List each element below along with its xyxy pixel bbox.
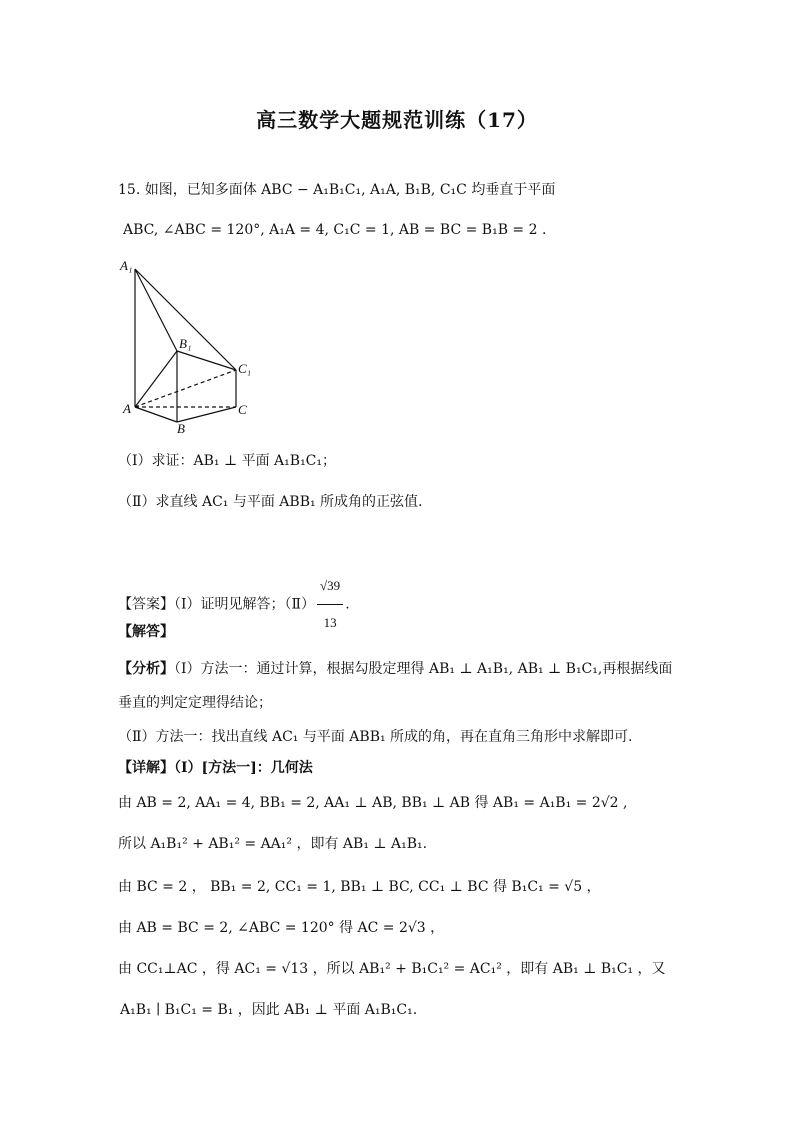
analysis-line-3: （Ⅱ）方法一：找出直线 AC₁ 与平面 ABB₁ 所成的角，再在直角三角形中求解即可.	[118, 729, 633, 745]
edge-a-c1-hidden	[135, 370, 236, 407]
label-c1: C₁	[238, 361, 252, 376]
problem-line-1: 15. 如图，已知多面体 ABC − A₁B₁C₁, A₁A, B₁B, C₁C 均垂直于平面	[118, 182, 556, 198]
label-a1: A₁	[120, 258, 133, 273]
detail-tag: 【详解】	[118, 760, 174, 776]
analysis-tag: 【分析】	[118, 661, 174, 677]
analysis-text-1: （Ⅰ）方法一：通过计算，根据勾股定理得 AB₁ ⊥ A₁B₁, AB₁ ⊥ B₁C₁,再根据线面	[174, 661, 673, 677]
detail-step-6: A₁B₁ ∣ B₁C₁ = B₁ ，因此 AB₁ ⊥ 平面 A₁B₁C₁.	[120, 1002, 418, 1018]
edge-b-c	[177, 407, 236, 422]
question-1: （Ⅰ）求证：AB₁ ⊥ 平面 A₁B₁C₁；	[118, 453, 337, 469]
detail-step-5: 由 CC₁⊥AC ，得 AC₁ = √13 ，所以 AB₁² + B₁C₁² = AC₁² ，即有 AB₁ ⊥ B₁C₁ ，又	[118, 961, 666, 977]
label-b: B	[177, 421, 185, 435]
edge-a-b1	[135, 351, 177, 407]
label-a: A	[123, 401, 131, 416]
question-2: （Ⅱ）求直线 AC₁ 与平面 ABB₁ 所成角的正弦值.	[118, 494, 423, 510]
edge-a1-c1	[135, 269, 236, 370]
answer-prefix: 【答案】（Ⅰ）证明见解答；（Ⅱ）	[118, 596, 316, 613]
edge-a-b	[135, 407, 177, 422]
problem-line-2: ABC, ∠ABC = 120°, A₁A = 4, C₁C = 1, AB = BC = B₁B = 2 .	[123, 222, 547, 238]
answer-fraction	[317, 568, 343, 641]
answer-fraction-numerator: √39	[317, 568, 343, 605]
detail-step-4: 由 AB = BC = 2, ∠ABC = 120° 得 AC = 2√3 ，	[118, 920, 445, 936]
label-b1: B₁	[179, 336, 192, 351]
analysis-line-1	[118, 659, 672, 679]
detail-step-3: 由 BC = 2 ， BB₁ = 2, CC₁ = 1, BB₁ ⊥ BC, CC₁ ⊥ BC 得 B₁C₁ = √5 ，	[118, 879, 601, 895]
detail-step-1: 由 AB = 2, AA₁ = 4, BB₁ = 2, AA₁ ⊥ AB, BB₁ ⊥ AB 得 AB₁ = A₁B₁ = 2√2 ,	[118, 795, 628, 811]
detail-line	[118, 758, 313, 778]
label-c: C	[238, 402, 247, 417]
solution-header: 【解答】	[118, 624, 174, 640]
page-title: 高三数学大题规范训练（17）	[256, 108, 538, 132]
analysis-line-2: 垂直的判定定理得结论；	[118, 695, 272, 711]
edge-a1-b1	[135, 269, 177, 351]
detail-step-2: 所以 A₁B₁² + AB₁² = AA₁² ，即有 AB₁ ⊥ A₁B₁.	[118, 836, 428, 852]
polyhedron-figure	[115, 255, 265, 435]
answer-fraction-denominator: 13	[323, 615, 337, 630]
answer-suffix: .	[345, 596, 350, 613]
detail-method: （Ⅰ）[方法一]：几何法	[174, 760, 313, 776]
